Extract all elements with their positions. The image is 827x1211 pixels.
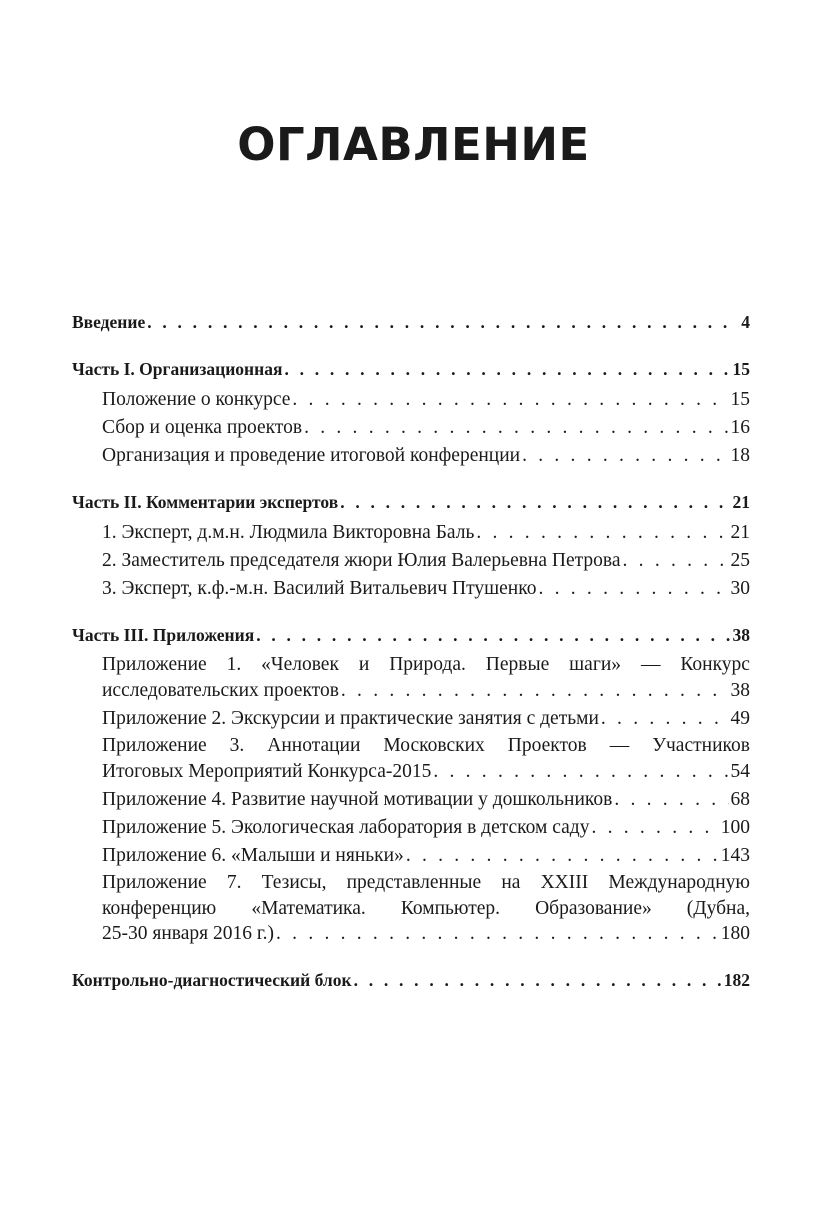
- dot-leader: [304, 415, 728, 441]
- word: «Человек: [261, 654, 339, 675]
- toc-entry-a3-line1[interactable]: [102, 733, 750, 759]
- toc-entry-part3[interactable]: [72, 622, 750, 648]
- toc-page-number: 4: [741, 312, 750, 332]
- toc-entry-p2-2[interactable]: [102, 548, 750, 574]
- toc-page-number: 54: [730, 761, 750, 782]
- dot-leader: [284, 356, 730, 382]
- word: —: [640, 654, 661, 675]
- toc-entry-title: Часть II. Комментарии экспертов: [72, 492, 339, 512]
- dot-leader: [614, 787, 728, 813]
- toc-entry-title: 1. Эксперт, д.м.н. Людмила Викторовна Баль: [102, 522, 475, 543]
- toc-entry-title: Часть III. Приложения: [72, 625, 255, 645]
- toc-entry-title: Введение: [72, 312, 146, 332]
- toc-page-number: 182: [723, 970, 750, 990]
- toc-entry-title: Приложение 4. Развитие научной мотивации у дошкольников: [102, 789, 613, 810]
- toc-entry-control[interactable]: [72, 967, 750, 993]
- toc-page-number: 180: [720, 923, 750, 944]
- dot-leader: [292, 387, 728, 413]
- toc-entry-title: 3. Эксперт, к.ф.-м.н. Василий Витальевич Птушенко: [102, 578, 537, 599]
- toc-page-number: 49: [730, 708, 750, 729]
- toc-entry-intro[interactable]: [72, 309, 750, 335]
- word: 1.: [226, 654, 242, 675]
- dot-leader: [341, 678, 729, 704]
- toc-entry-p1-1[interactable]: [102, 387, 750, 413]
- word: Московских: [383, 735, 485, 756]
- word: Международную: [608, 872, 750, 893]
- word: конференцию: [102, 898, 217, 919]
- toc-entry-a4[interactable]: [102, 787, 750, 813]
- toc-entry-a5[interactable]: [102, 815, 750, 841]
- toc-entry-title: 25-30 января 2016 г.): [102, 923, 275, 944]
- dot-leader: [276, 921, 719, 947]
- word: 7.: [226, 872, 242, 893]
- toc-entry-a2[interactable]: [102, 706, 750, 732]
- word: (Дубна,: [686, 898, 750, 919]
- toc-entry-a3[interactable]: [102, 759, 750, 785]
- toc-page-number: 21: [732, 492, 750, 512]
- toc-page-number: 16: [730, 417, 750, 438]
- toc-entry-a6[interactable]: [102, 843, 750, 869]
- toc-entry-title: Приложение 6. «Малыши и няньки»: [102, 845, 404, 866]
- toc-entry-p1-2[interactable]: [102, 415, 750, 441]
- toc-page-number: 68: [730, 789, 750, 810]
- word: Образование»: [535, 898, 652, 919]
- toc-page-number: 21: [730, 522, 750, 543]
- word: Компьютер.: [400, 898, 501, 919]
- toc-entry-title: Приложение 2. Экскурсии и практические занятия с детьми: [102, 708, 599, 729]
- word: Природа.: [389, 654, 466, 675]
- dot-leader: [354, 967, 722, 993]
- word: представленные: [346, 872, 482, 893]
- word: Приложение: [102, 735, 207, 756]
- toc-entry-title: исследовательских проектов: [102, 680, 339, 701]
- word: Приложение: [102, 872, 207, 893]
- toc-page-number: 15: [732, 359, 750, 379]
- dot-leader: [433, 759, 728, 785]
- word: на: [501, 872, 521, 893]
- toc-entry-title: Приложение 5. Экологическая лаборатория в детском саду: [102, 817, 590, 838]
- toc-entry-a7-line2[interactable]: [102, 896, 750, 922]
- word: XXIII: [540, 872, 589, 893]
- dot-leader: [601, 706, 729, 732]
- toc-entry-a7[interactable]: [102, 921, 750, 947]
- word: «Математика.: [251, 898, 366, 919]
- toc-entry-a1[interactable]: [102, 678, 750, 704]
- word: и: [358, 654, 370, 675]
- toc-page-number: 38: [730, 680, 750, 701]
- word: Первые: [485, 654, 550, 675]
- toc-page-number: 30: [730, 578, 750, 599]
- word: 3.: [229, 735, 245, 756]
- toc-entry-a7-line1[interactable]: [102, 870, 750, 896]
- dot-leader: [256, 622, 730, 648]
- toc-entry-title: Положение о конкурсе: [102, 389, 291, 410]
- word: Конкурс: [680, 654, 750, 675]
- toc-entry-part1[interactable]: [72, 356, 750, 382]
- toc-entry-title: Итоговых Мероприятий Конкурса-2015: [102, 761, 432, 782]
- toc-entry-p1-3[interactable]: [102, 443, 750, 469]
- dot-leader: [591, 815, 718, 841]
- toc-entry-p2-1[interactable]: [102, 520, 750, 546]
- toc-page-number: 25: [730, 550, 750, 571]
- word: Аннотации: [267, 735, 361, 756]
- dot-leader: [623, 548, 729, 574]
- word: Проектов: [507, 735, 587, 756]
- toc-entry-p2-3[interactable]: [102, 576, 750, 602]
- dot-leader: [522, 443, 728, 469]
- dot-leader: [476, 520, 728, 546]
- toc-entry-title: Часть I. Организационная: [72, 359, 283, 379]
- word: Приложение: [102, 654, 207, 675]
- dot-leader: [406, 843, 719, 869]
- word: —: [609, 735, 630, 756]
- dot-leader: [340, 489, 730, 515]
- toc-page-number: 15: [730, 389, 750, 410]
- toc-entry-part2[interactable]: [72, 489, 750, 515]
- toc-page-number: 143: [720, 845, 750, 866]
- word: Тезисы,: [261, 872, 327, 893]
- toc-entry-title: 2. Заместитель председателя жюри Юлия Валерьевна Петрова: [102, 550, 621, 571]
- table-of-contents: [72, 0, 750, 1211]
- toc-entry-title: Организация и проведение итоговой конференции: [102, 445, 521, 466]
- dot-leader: [538, 576, 728, 602]
- toc-page-number: 18: [730, 445, 750, 466]
- page-title: ОГЛАВЛЕНИЕ: [237, 118, 590, 171]
- toc-page-number: 38: [732, 625, 750, 645]
- word: Участников: [652, 735, 750, 756]
- toc-entry-title: Сбор и оценка проектов: [102, 417, 303, 438]
- dot-leader: [147, 309, 739, 335]
- toc-page-number: 100: [720, 817, 750, 838]
- toc-entry-a1-line1[interactable]: [102, 652, 750, 678]
- word: шаги»: [569, 654, 622, 675]
- toc-entry-title: Контрольно-диагностический блок: [72, 970, 352, 990]
